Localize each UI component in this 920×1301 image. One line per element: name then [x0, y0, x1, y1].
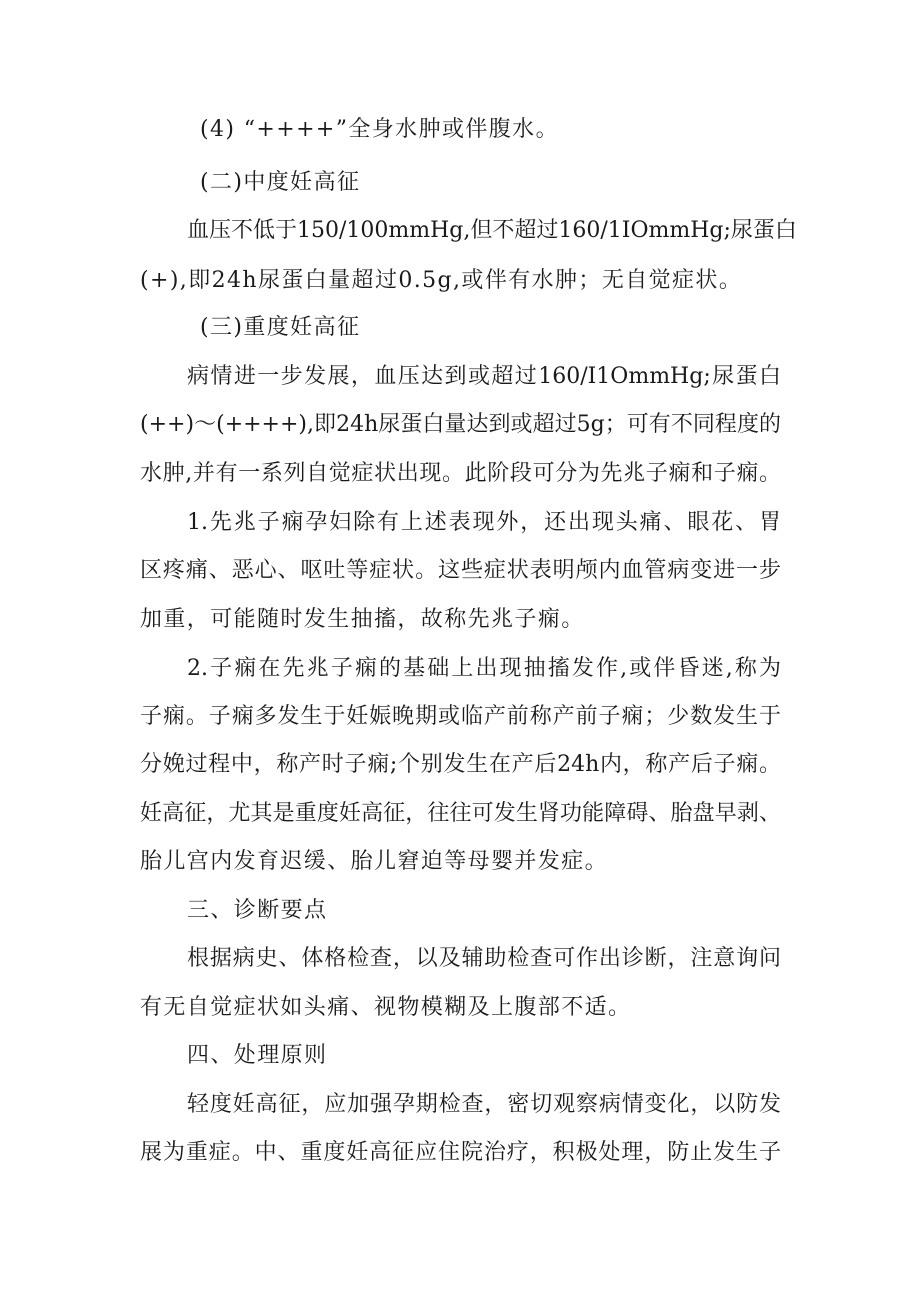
paragraph-line: 加重，可能随时发生抽搐，故称先兆子痫。: [140, 607, 585, 632]
paragraph-line: 有无自觉症状如头痛、视物模糊及上腹部不适。: [140, 995, 632, 1020]
paragraph-line: 区疼痛、恶心、呕吐等症状。这些症状表明颅内血管病变进一步: [140, 558, 781, 583]
paragraph-line: 2.子痫在先兆子痫的基础上出现抽搐发作,或伴昏迷,称为: [187, 656, 781, 681]
paragraph-line: 血压不低于150/100mmHg,但不超过160/1IOmmHg;尿蛋白: [187, 218, 797, 243]
paragraph-line: 病情进一步发展，血压达到或超过160/I1OmmHg;尿蛋白: [187, 364, 781, 389]
paragraph-line: (+),即24h尿蛋白量超过0.5g,或伴有水肿；无自觉症状。: [140, 268, 743, 293]
heading-severe-pih: (三)重度妊高征: [200, 315, 361, 340]
paragraph-line: 子痫。子痫多发生于妊娠晚期或临产前称产前子痫；少数发生于: [140, 704, 781, 729]
paragraph-line: 胎儿宫内发育迟缓、胎儿窘迫等母婴并发症。: [140, 849, 609, 874]
heading-treatment: 四、处理原则: [187, 1043, 328, 1068]
heading-diagnosis: 三、诊断要点: [187, 898, 328, 923]
item-4-edema-grade: (4) “++++”全身水肿或伴腹水。: [200, 117, 559, 142]
heading-moderate-pih: (二)中度妊高征: [200, 170, 361, 195]
paragraph-line: 根据病史、体格检查，以及辅助检查可作出诊断，注意询问: [187, 946, 781, 971]
paragraph-line: 轻度妊高征，应加强孕期检查，密切观察病情变化，以防发: [187, 1092, 781, 1117]
paragraph-line: 展为重症。中、重度妊高征应住院治疗，积极处理，防止发生子: [140, 1140, 781, 1165]
paragraph-line: (++)～(++++),即24h尿蛋白量达到或超过5g；可有不同程度的: [140, 412, 781, 437]
paragraph-line: 1.先兆子痫孕妇除有上述表现外，还出现头痛、眼花、胃: [187, 510, 781, 535]
paragraph-line: 水肿,并有一系列自觉症状出现。此阶段可分为先兆子痫和子痫。: [140, 461, 781, 486]
paragraph-line: 妊高征，尤其是重度妊高征，往往可发生肾功能障碍、胎盘早剥、: [140, 801, 781, 826]
paragraph-line: 分娩过程中，称产时子痫;个别发生在产后24h内，称产后子痫。: [140, 752, 781, 777]
